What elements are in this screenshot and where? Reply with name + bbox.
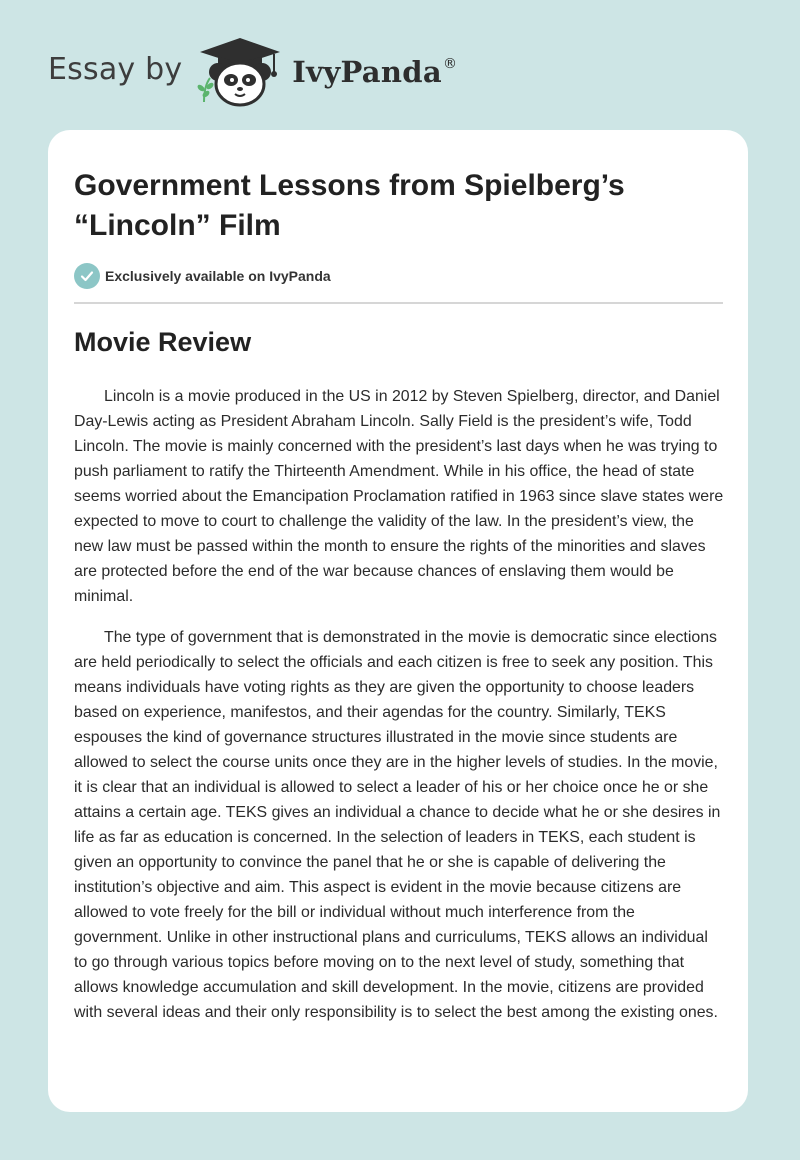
panda-graduate-icon[interactable] xyxy=(196,36,284,108)
badge-label: Exclusively available on IvyPanda xyxy=(105,268,331,284)
check-icon xyxy=(74,263,100,289)
brand-text: IvyPanda xyxy=(292,55,442,89)
paragraph: Lincoln is a movie produced in the US in 2012 by Steven Spielberg, director, and Daniel Day-Lewis acting as President Abraham Lincoln. Sally Field is the president’s wife, Todd Lincoln. The movie is mainly concerned with the president’s last days when he was trying to push parliament to ratify the Thirteenth Amendment. While in his office, the head of state seems worried about the Emancipation Proclamation ratified in 1963 since slave states were expected to move to court to challenge the validity of the law. In the president’s view, the new law must be passed within the month to ensure the rights of the minorities and slaves are protected before the end of the war because chances of enslaving them would be minimal. xyxy=(74,388,724,605)
article-card xyxy=(48,130,748,1112)
site-header xyxy=(48,36,457,108)
essay-by-label: Essay by xyxy=(48,51,183,87)
article-title: Government Lessons from Spielberg’s “Lincoln” Film xyxy=(74,169,625,242)
section-heading: Movie Review xyxy=(74,327,252,357)
brand-name[interactable] xyxy=(292,55,457,89)
paragraph: The type of government that is demonstrated in the movie is democratic since elections are held periodically to select the officials and each citizen is free to seek any position. This means individuals have voting rights as they are given the opportunity to choose leaders based on experience, manifestos, and their agendas for the country. Similarly, TEKS espouses the kind of governance structures illustrated in the movie since students are allowed to select the course units once they are in the higher levels of studies. In the movie, it is clear that an individual is allowed to select a leader of his or her choice once he or she attains a certain age. TEKS gives an individual a chance to decide what he or she desires in life as far as education is concerned. In the selection of leaders in TEKS, each student is given an opportunity to convince the panel that he or she is capable of delivering the institution’s objective and aim. This aspect is evident in the movie because citizens are allowed to vote freely for the bill or individual without much interference from the government. Unlike in other instructional plans and curriculums, TEKS allows an individual to go through various topics before moving on to the next level of study, something that allows knowledge accumulation and skill development. In the movie, citizens are provided with several ideas and their only responsibility is to select the best among the existing ones. xyxy=(74,629,721,1021)
exclusive-badge xyxy=(74,263,331,289)
article-body xyxy=(74,384,724,1041)
divider xyxy=(74,302,723,304)
registered-mark: ® xyxy=(442,56,458,72)
